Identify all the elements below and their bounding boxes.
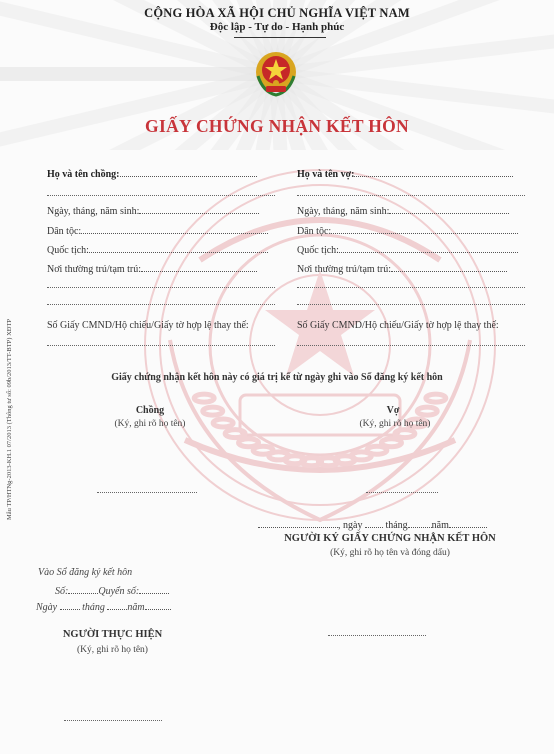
registry-heading: Vào Sổ đăng ký kết hôn: [38, 567, 133, 578]
husband-ethnicity-label: Dân tộc:: [47, 226, 82, 237]
date-day-blank[interactable]: [365, 519, 383, 528]
husband-signature-line[interactable]: [97, 492, 197, 493]
husband-signature-hint: (Ký, ghi rõ họ tên): [114, 419, 186, 429]
husband-dob-field: [47, 205, 259, 217]
husband-signature-title: Chồng: [135, 405, 165, 416]
registry-year-label: năm: [127, 602, 145, 613]
country-header: CỘNG HÒA XÃ HỘI CHỦ NGHĨA VIỆT NAM: [144, 6, 410, 20]
husband-name-label: Họ và tên chồng:: [47, 169, 120, 180]
husband-dob-label: Ngày, tháng, năm sinh:: [47, 206, 140, 217]
husband-id-field: [47, 320, 249, 331]
wife-nationality-label: Quốc tịch:: [297, 245, 339, 256]
registry-year-blank[interactable]: [145, 601, 171, 610]
date-month-label: tháng: [385, 520, 408, 531]
wife-signature-title: Vợ: [386, 405, 400, 416]
registry-number-line: [55, 585, 169, 597]
registry-date-line: [36, 601, 171, 613]
wife-residence-field: [297, 263, 507, 275]
wife-dob-label: Ngày, tháng, năm sinh:: [297, 206, 390, 217]
wife-id-label: Số Giấy CMND/Hộ chiếu/Giấy tờ hợp lệ thay thế:: [297, 320, 499, 331]
wife-ethnicity-label: Dân tộc:: [297, 226, 332, 237]
watermark-emblem-icon: [130, 140, 510, 560]
motto-header: Độc lập - Tự do - Hạnh phúc: [209, 21, 345, 33]
executor-hint: (Ký, ghi rõ họ tên): [77, 645, 148, 655]
registry-day-blank[interactable]: [60, 601, 80, 610]
wife-dob-field: [297, 205, 509, 217]
issue-place-blank[interactable]: [258, 519, 338, 528]
husband-dob-blank[interactable]: [139, 205, 259, 214]
wife-residence-blank[interactable]: [391, 263, 507, 272]
wife-ethnicity-blank[interactable]: [331, 225, 518, 234]
motto-underline: [234, 37, 326, 38]
wife-id-field: [297, 320, 499, 331]
wife-name-blank-2[interactable]: [297, 195, 525, 196]
husband-name-blank-2[interactable]: [47, 195, 275, 196]
registry-number-label: Số:: [55, 586, 69, 597]
issue-date-line: [258, 519, 487, 531]
registrar-title: NGƯỜI KÝ GIẤY CHỨNG NHẬN KẾT HÔN: [284, 533, 496, 544]
wife-name-label: Họ và tên vợ:: [297, 169, 355, 180]
registry-book-label: Quyển số:: [98, 586, 140, 597]
husband-nationality-field: [47, 244, 268, 256]
husband-name-field: [47, 168, 257, 180]
wife-name-field: [297, 168, 513, 180]
wife-dob-blank[interactable]: [389, 205, 509, 214]
wife-signature-hint: (Ký, ghi rõ họ tên): [359, 419, 431, 429]
date-day-label: , ngày: [338, 520, 363, 531]
husband-name-blank[interactable]: [120, 168, 257, 177]
wife-id-blank[interactable]: [297, 345, 525, 346]
husband-residence-blank[interactable]: [141, 263, 257, 272]
husband-residence-label: Nơi thường trú/tạm trú:: [47, 264, 142, 275]
wife-nationality-field: [297, 244, 518, 256]
husband-ethnicity-field: [47, 225, 268, 237]
wife-residence-label: Nơi thường trú/tạm trú:: [297, 264, 392, 275]
date-month-blank[interactable]: [408, 519, 432, 528]
registrar-signature-line[interactable]: [328, 635, 426, 636]
form-code-vertical: Mẫu TP/HTNg-2013-KH.1 07/2013 (Thông tư số: 09b/2013/TT-BTP) XĐTP: [6, 318, 13, 520]
registrar-hint: (Ký, ghi rõ họ tên và đóng dấu): [330, 548, 450, 558]
wife-residence-blank-3[interactable]: [297, 304, 525, 305]
date-year-blank[interactable]: [449, 519, 487, 528]
registry-number-blank[interactable]: [68, 585, 98, 594]
validity-note: Giấy chứng nhận kết hôn này có giá trị kể từ ngày ghi vào Sổ đăng ký kết hôn: [111, 372, 443, 383]
date-year-label: năm: [431, 520, 449, 531]
husband-residence-blank-3[interactable]: [47, 304, 275, 305]
husband-id-label: Số Giấy CMND/Hộ chiếu/Giấy tờ hợp lệ thay thế:: [47, 320, 249, 331]
wife-ethnicity-field: [297, 225, 518, 237]
husband-nationality-blank[interactable]: [89, 244, 268, 253]
executor-signature-line[interactable]: [64, 720, 162, 721]
husband-id-blank[interactable]: [47, 345, 275, 346]
registry-month-label: tháng: [82, 602, 105, 613]
wife-residence-blank-2[interactable]: [297, 287, 525, 288]
husband-ethnicity-blank[interactable]: [81, 225, 268, 234]
certificate-title: GIẤY CHỨNG NHẬN KẾT HÔN: [145, 116, 409, 136]
husband-residence-field: [47, 263, 257, 275]
husband-residence-blank-2[interactable]: [47, 287, 275, 288]
registry-month-blank[interactable]: [107, 601, 127, 610]
registry-day-label: Ngày: [36, 602, 58, 613]
wife-name-blank[interactable]: [354, 168, 513, 177]
registry-book-blank[interactable]: [139, 585, 169, 594]
wife-signature-line[interactable]: [366, 492, 438, 493]
husband-nationality-label: Quốc tịch:: [47, 245, 89, 256]
national-emblem-icon: [253, 50, 299, 98]
wife-nationality-blank[interactable]: [339, 244, 518, 253]
executor-title: NGƯỜI THỰC HIỆN: [62, 629, 163, 640]
